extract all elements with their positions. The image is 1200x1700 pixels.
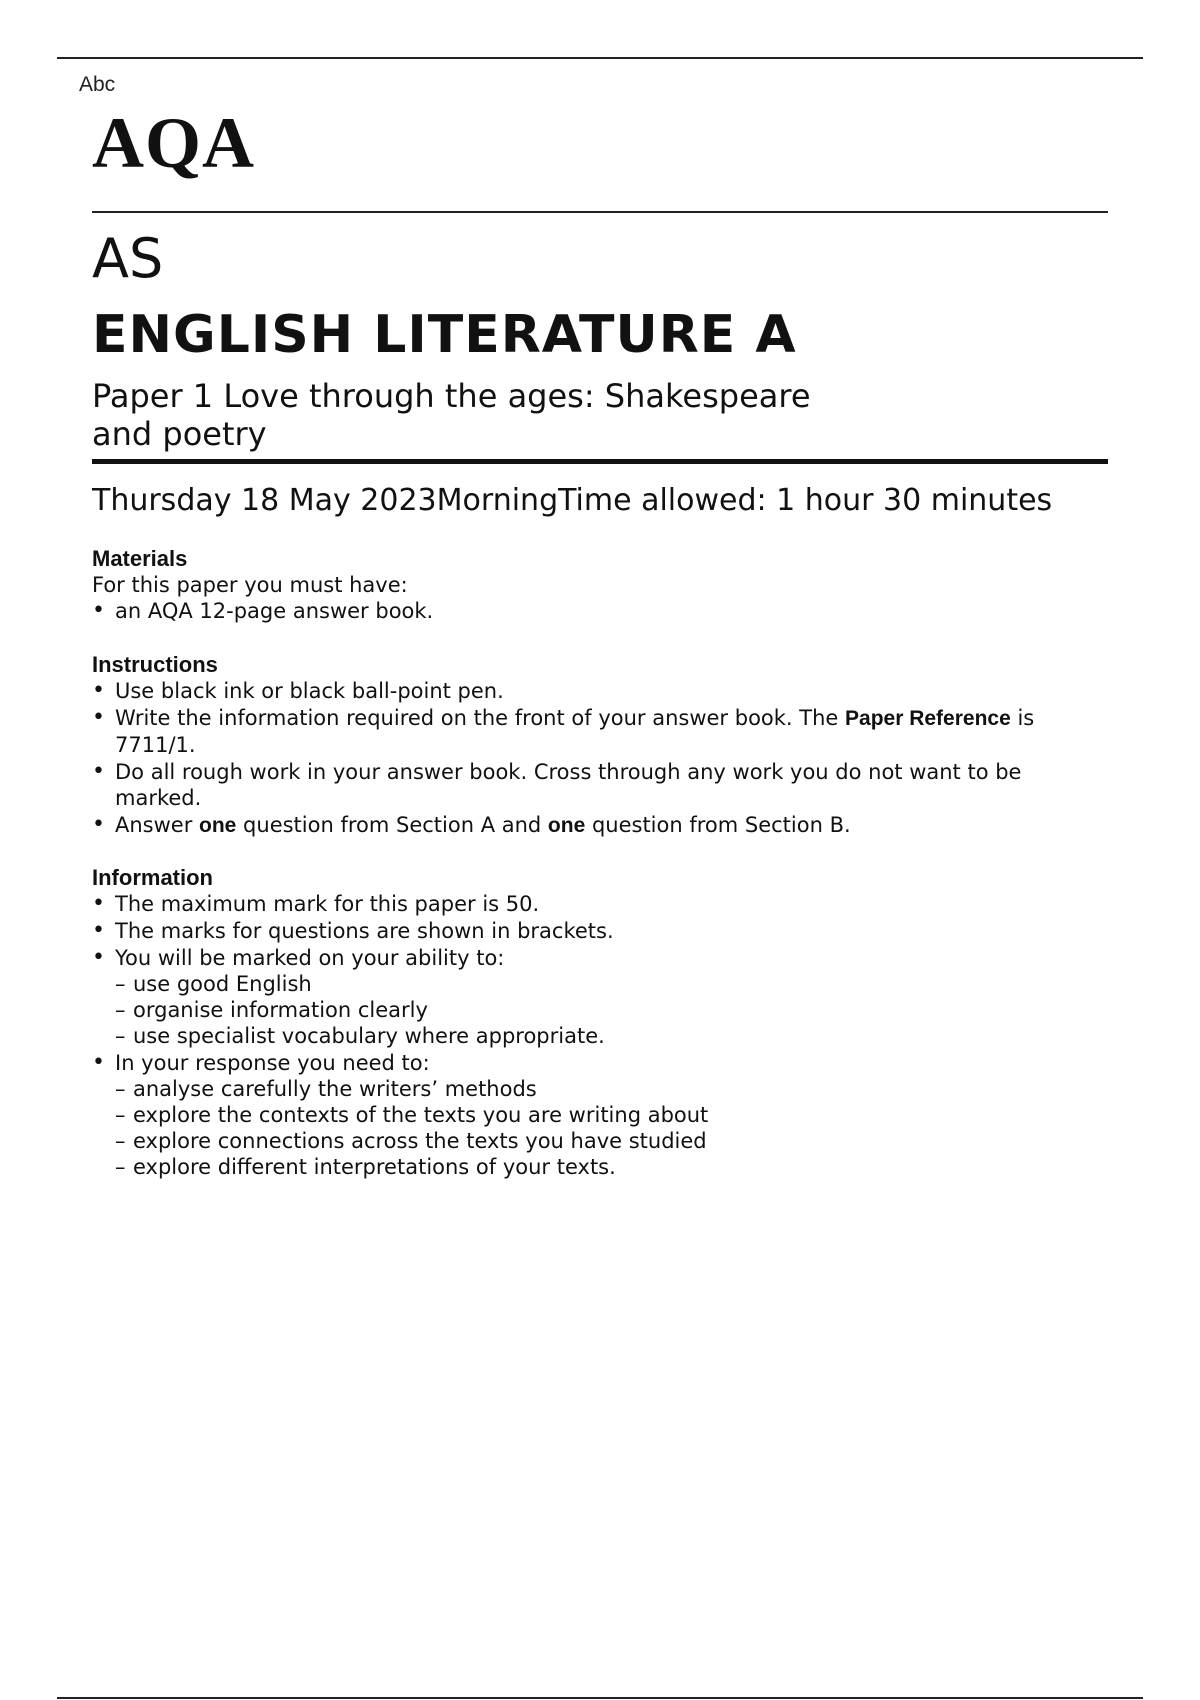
list-item-text: In your response you need to: [115, 1051, 430, 1075]
materials-list [92, 598, 1108, 624]
list-item [92, 1050, 1108, 1180]
sub-list-item: – organise information clearly [115, 997, 1108, 1023]
list-item: • an AQA 12-page answer book. [92, 598, 1108, 624]
bottom-rule [57, 1697, 1143, 1699]
sub-list [115, 1076, 1108, 1180]
emphasis-one: one [547, 814, 586, 837]
paper-divider [92, 459, 1108, 464]
information-section [92, 865, 1108, 1180]
sub-list-item: – explore the contexts of the texts you are writing about [115, 1102, 1108, 1128]
list-item: • The maximum mark for this paper is 50. [92, 891, 1108, 917]
cover-page [92, 103, 1108, 1180]
list-item: • The marks for questions are shown in brackets. [92, 918, 1108, 944]
aqa-logo: AQA [92, 103, 255, 183]
time-allowed: Time allowed: 1 hour 30 minutes [558, 483, 1053, 518]
top-rule [57, 57, 1143, 59]
instruction-text: Write the information required on the front of your answer book. The [115, 706, 846, 730]
instructions-section [92, 652, 1108, 839]
sub-list-item: – analyse carefully the writers’ methods [115, 1076, 1108, 1102]
list-item [92, 812, 1108, 839]
header-label: Abc [79, 73, 116, 96]
sub-list-item: – explore different interpretations of your texts. [115, 1154, 1108, 1180]
information-list [92, 891, 1108, 1180]
exam-date: Thursday 18 May 2023 [92, 483, 437, 518]
exam-details [92, 484, 1108, 518]
sub-list-item: – explore connections across the texts you have studied [115, 1128, 1108, 1154]
instruction-text: question from Section A and [236, 813, 548, 837]
list-item: • Do all rough work in your answer book. Cross through any work you do not want to be marked. [92, 759, 1108, 811]
instruction-text: is 7711/1. [115, 706, 1035, 757]
instructions-list [92, 678, 1108, 839]
materials-section [92, 546, 1108, 624]
sub-list-item: – use specialist vocabulary where appropriate. [115, 1023, 1108, 1049]
list-item-text: You will be marked on your ability to: [115, 946, 505, 970]
paper-reference-label: Paper Reference [845, 707, 1011, 730]
list-item [92, 705, 1108, 758]
list-item: • Use black ink or black ball-point pen. [92, 678, 1108, 704]
exam-session: Morning [436, 483, 559, 518]
information-heading: Information [92, 865, 213, 890]
emphasis-one: one [199, 814, 237, 837]
title-divider [92, 211, 1108, 213]
instruction-text: Answer [115, 813, 200, 837]
materials-heading: Materials [92, 546, 188, 571]
paper-title: Paper 1 Love through the ages: Shakespeare and poetry [92, 377, 811, 453]
instructions-heading: Instructions [92, 652, 218, 677]
sub-list-item: – use good English [115, 971, 1108, 997]
subject-title: ENGLISH LITERATURE A [92, 305, 797, 365]
sub-list [115, 971, 1108, 1049]
instruction-text: question from Section B. [585, 813, 851, 837]
list-item [92, 945, 1108, 1049]
materials-intro: For this paper you must have: [92, 573, 408, 597]
qualification-level: AS [92, 227, 164, 290]
